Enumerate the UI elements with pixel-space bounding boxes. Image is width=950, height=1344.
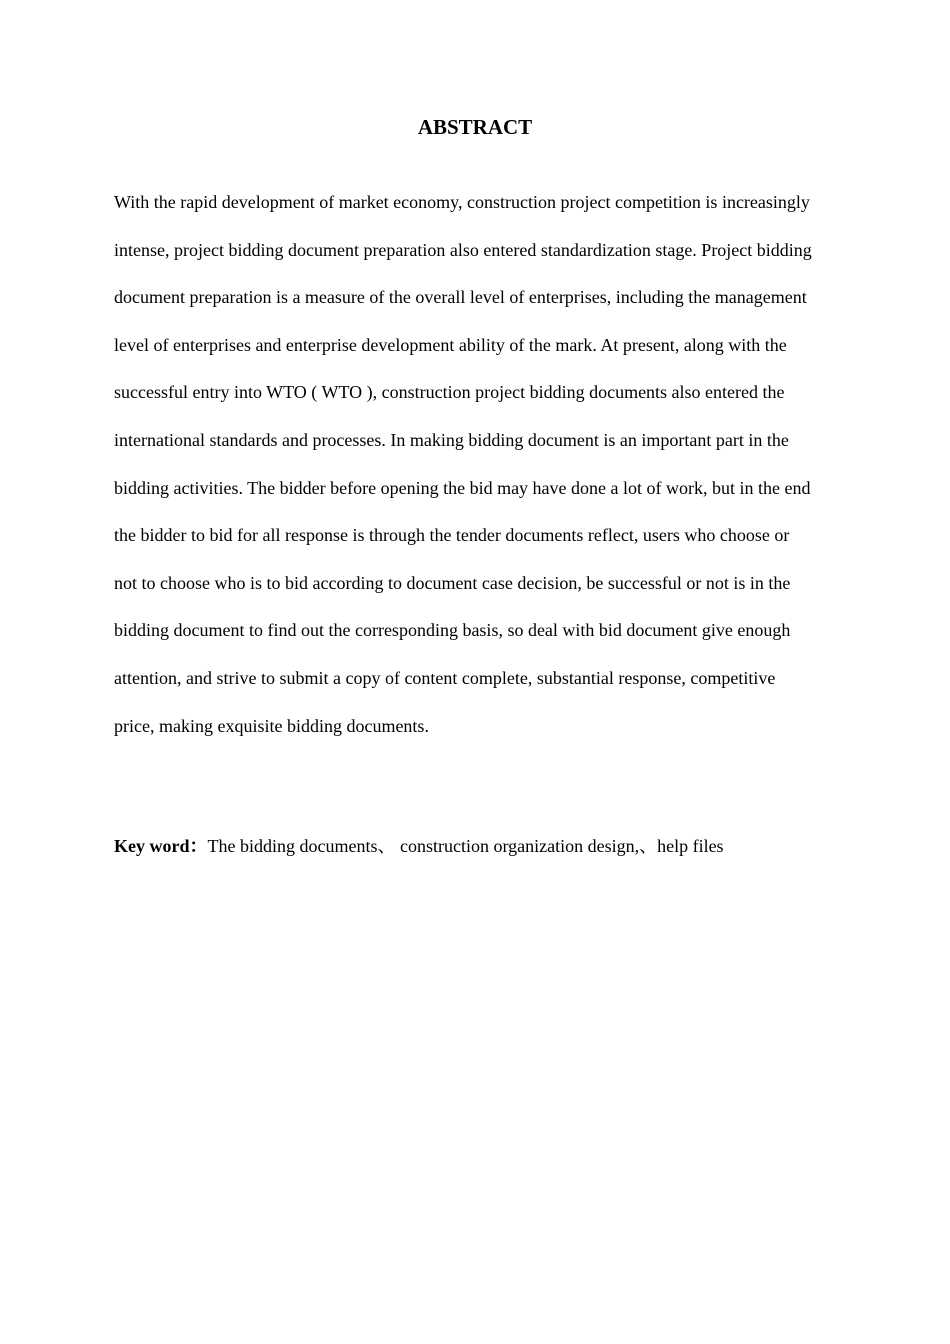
abstract-line: bidding document to find out the corresponding basis, so deal with bid document give enough xyxy=(114,620,791,641)
abstract-line: not to choose who is to bid according to document case decision, be successful or not is in the xyxy=(114,572,791,593)
page-title: ABSTRACT xyxy=(417,115,533,139)
abstract-line: With the rapid development of market economy, construction project competition is increasingly xyxy=(114,192,810,212)
keywords-text: The bidding documents、 construction organization design,、help files xyxy=(207,836,724,856)
keywords-label: Key word： xyxy=(114,836,208,856)
abstract-line: price, making exquisite bidding documents. xyxy=(114,715,429,736)
keywords xyxy=(114,834,724,858)
abstract-line: attention, and strive to submit a copy of content complete, substantial response, competitive xyxy=(114,667,776,688)
abstract-line: document preparation is a measure of the overall level of enterprises, including the management xyxy=(114,287,807,308)
abstract-line: intense, project bidding document preparation also entered standardization stage. Project bidding xyxy=(114,239,812,260)
abstract-line: the bidder to bid for all response is through the tender documents reflect, users who choose or xyxy=(114,525,790,546)
abstract-line: level of enterprises and enterprise development ability of the mark. At present, along with the xyxy=(114,334,787,355)
abstract-line: international standards and processes. In making bidding document is an important part in the xyxy=(114,429,789,450)
abstract-body xyxy=(114,190,874,761)
abstract-line: bidding activities. The bidder before opening the bid may have done a lot of work, but in the end xyxy=(114,477,811,498)
abstract-line: successful entry into WTO ( WTO ), construction project bidding documents also entered the xyxy=(114,382,785,403)
